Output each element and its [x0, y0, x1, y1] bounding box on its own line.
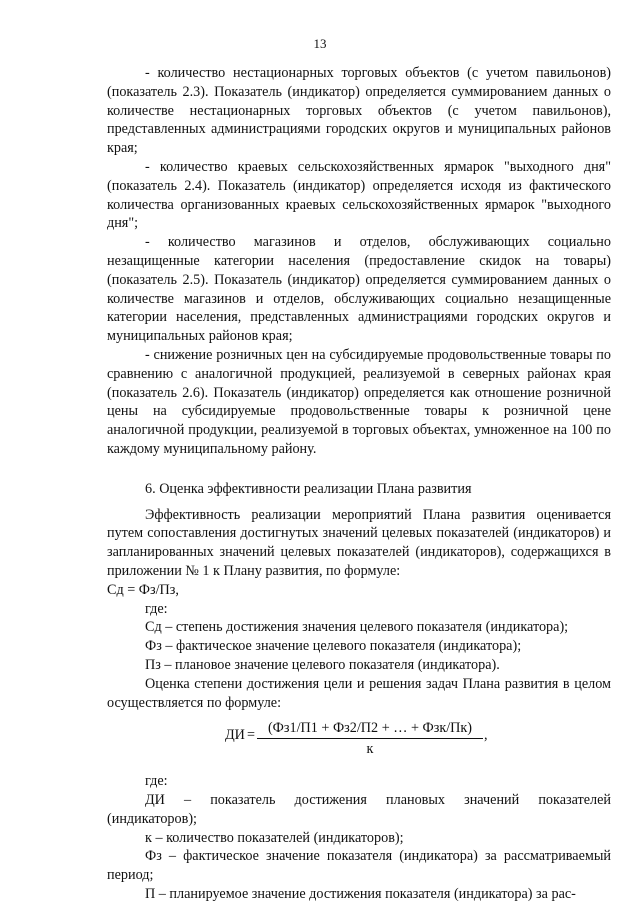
paragraph-indicator-2-5: - количество магазинов и отделов, обслуживающих социально незащищенные категории населения (предоставление скидок на товары) (показатель 2.5). Показатель (индикатор) определяется суммированием данных о количестве магазинов и отделов, обслуживающих социально незащищенные категории населения, представленных администрациями городских округов и муниципальных районов края; [107, 234, 611, 345]
fraction-bar [257, 738, 483, 739]
definition-fz: Фз – фактическое значение целевого показателя (индикатора); [145, 638, 522, 655]
section-heading: 6. Оценка эффективности реализации Плана развития [145, 480, 472, 497]
paragraph-indicator-2-6: - снижение розничных цен на субсидируемые продовольственные товары по сравнению с аналогичной продукцией, реализуемой в северных районах края (показатель 2.6). Показатель (индикатор) определяется как отношение розничной цены на субсидируемые продовольственные товары к розничной цене аналогичной продукции, реализуемой в торговых объектах, умноженное на 100 по каждому муниципальному району. [107, 346, 611, 457]
formula-di [107, 718, 611, 768]
paragraph-indicator-2-3: - количество нестационарных торговых объектов (с учетом павильонов) (показатель 2.3). Показатель (индикатор) определяется суммированием данных о количестве нестационарных торговых объектов (с учетом павильонов), представленных администрациями городских округов и муниципальных районов края; [107, 65, 611, 157]
definition-fz-period: Фз – фактическое значение показателя (индикатора) за рассматриваемый период; [107, 848, 611, 884]
paragraph-efficiency-intro: Эффективность реализации мероприятий Плана развития оценивается путем сопоставления достигнутых значений целевых показателей (индикаторов) и запланированных значений целевых показателей (индикаторов), содержащихся в приложении № 1 к Плану развития, по формуле: [107, 506, 611, 579]
formula-sd: Сд = Фз/Пз, [107, 581, 179, 598]
paragraph-indicator-2-4: - количество краевых сельскохозяйственных ярмарок "выходного дня" (показатель 2.4). Показатель (индикатор) определяется исходя из фактического количества организованных краевых сельскохозяйственных ярмарок "выходного дня"; [107, 158, 611, 232]
definition-di: ДИ – показатель достижения плановых значений показателей (индикаторов); [107, 792, 611, 827]
formula-di-numerator: (Фз1/П1 + Фз2/П2 + … + Фзк/Пк) [267, 720, 473, 737]
formula-di-comma: , [484, 727, 488, 744]
definition-p: П – планируемое значение достижения показателя (индикатора) за рас- [145, 886, 576, 903]
paragraph-overall-assessment: Оценка степени достижения цели и решения задач Плана развития в целом осуществляется по формуле: [107, 675, 611, 711]
definition-k: к – количество показателей (индикаторов); [145, 829, 404, 846]
where-label: где: [145, 600, 168, 617]
formula-di-denominator: к [366, 741, 374, 758]
formula-di-equals: = [247, 727, 256, 744]
page-number: 13 [313, 36, 327, 51]
formula-di-lhs: ДИ [225, 727, 245, 744]
document-body [107, 64, 611, 904]
definition-sd: Сд – степень достижения значения целевого показателя (индикатора); [145, 619, 569, 636]
where-label-2: где: [145, 773, 168, 790]
definition-pz: Пз – плановое значение целевого показателя (индикатора). [145, 656, 500, 673]
